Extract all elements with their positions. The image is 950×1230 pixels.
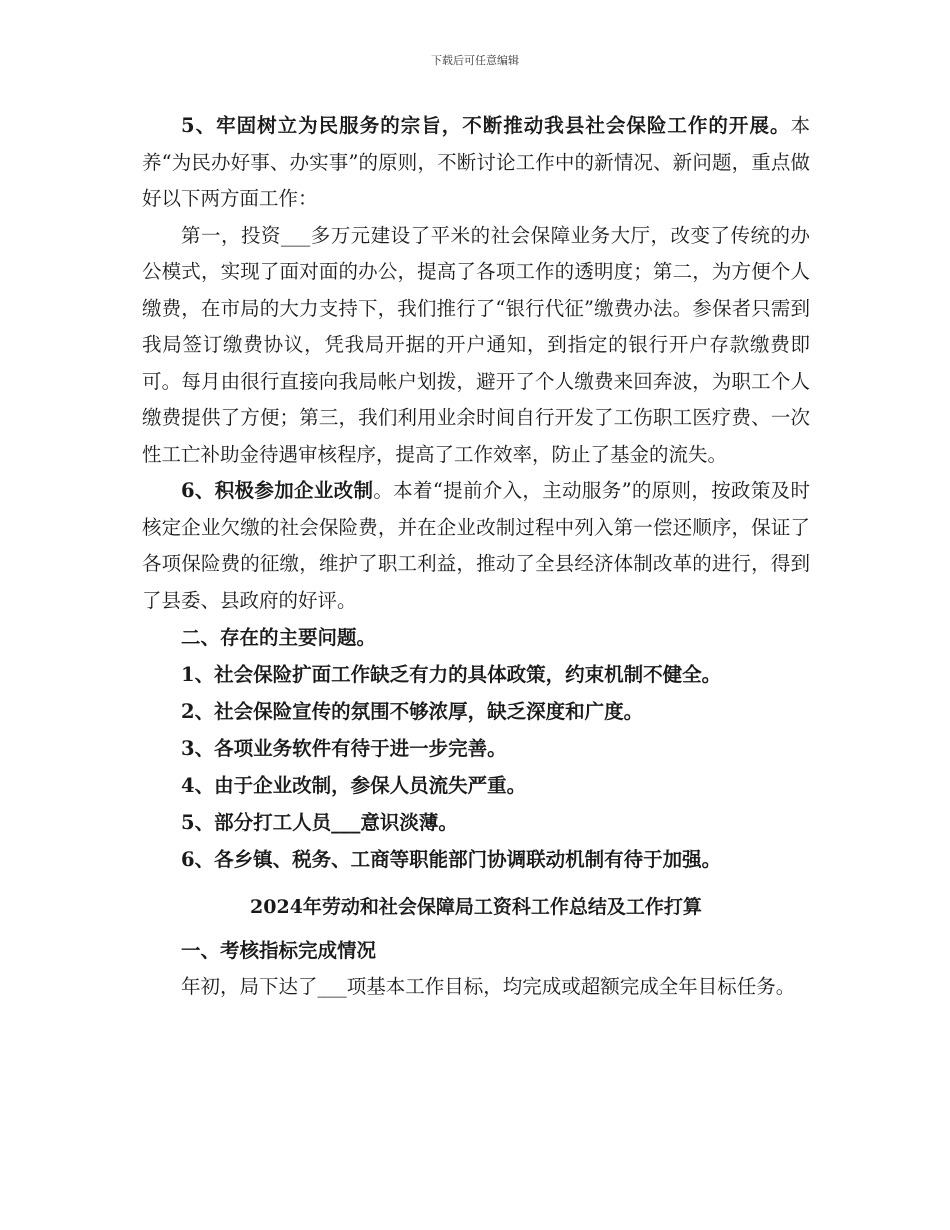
section-5-lead: 5、牢固树立为民服务的宗旨，不断推动我县社会保险工作的开展。 [181,114,791,137]
section-6-paragraph [142,473,810,619]
page-header: 下载后可任意编辑 [431,54,519,67]
section-6-lead: 6、积极参加企业改制 [181,479,374,502]
problem-item: 1、社会保险扩面工作缺乏有力的具体政策，约束机制不健全。 [181,663,722,686]
section-one-heading: 一、考核指标完成情况 [181,939,377,962]
section-5-paragraph [142,108,810,218]
final-paragraph: 年初，局下达了___项基本工作目标，均完成或超额完成全年目标任务。 [181,975,796,998]
section-5-body: 本养“为民办好事、办实事”的原则，不断讨论工作中的新情况、新问题，重点做好以下两方面工作： [142,114,810,210]
problem-item: 4、由于企业改制，参保人员流失严重。 [181,774,527,797]
problem-item: 5、部分打工人员___意识淡薄。 [181,811,458,834]
section-6-body: 。本着“提前介入，主动服务”的原则，按政策及时核定企业欠缴的社会保险费，并在企业改制过程中列入第一偿还顺序，保证了各项保险费的征缴，维护了职工利益，推动了全县经济体制改革的进行，得到了县委、县政府的好评。 [142,479,810,612]
problem-item: 6、各乡镇、税务、工商等职能部门协调联动机制有待于加强。 [181,848,722,871]
problem-item: 2、社会保险宣传的氛围不够浓厚，缺乏深度和广度。 [181,700,644,723]
problems-heading: 二、存在的主要问题。 [181,626,377,649]
document-body [142,108,810,1006]
document-title: 2024年劳动和社会保障局工资科工作总结及工作打算 [250,896,702,918]
first-second-third-paragraph: 第一，投资___多万元建设了平米的社会保障业务大厅，改变了传统的办公模式，实现了面对面的办公，提高了各项工作的透明度；第二，为方便个人缴费，在市局的大力支持下，我们推行了“银行代征”缴费办法。参保者只需到我局签订缴费协议，凭我局开据的开户通知，到指定的银行开户存款缴费即可。每月由很行直接向我局帐户划拨，避开了个人缴费来回奔波，为职工个人缴费提供了方便；第三，我们利用业余时间自行开发了工伤职工医疗费、一次性工亡补助金待遇审核程序，提高了工作效率，防止了基金的流失。 [142,223,810,466]
problem-item: 3、各项业务软件有待于进一步完善。 [181,737,507,760]
